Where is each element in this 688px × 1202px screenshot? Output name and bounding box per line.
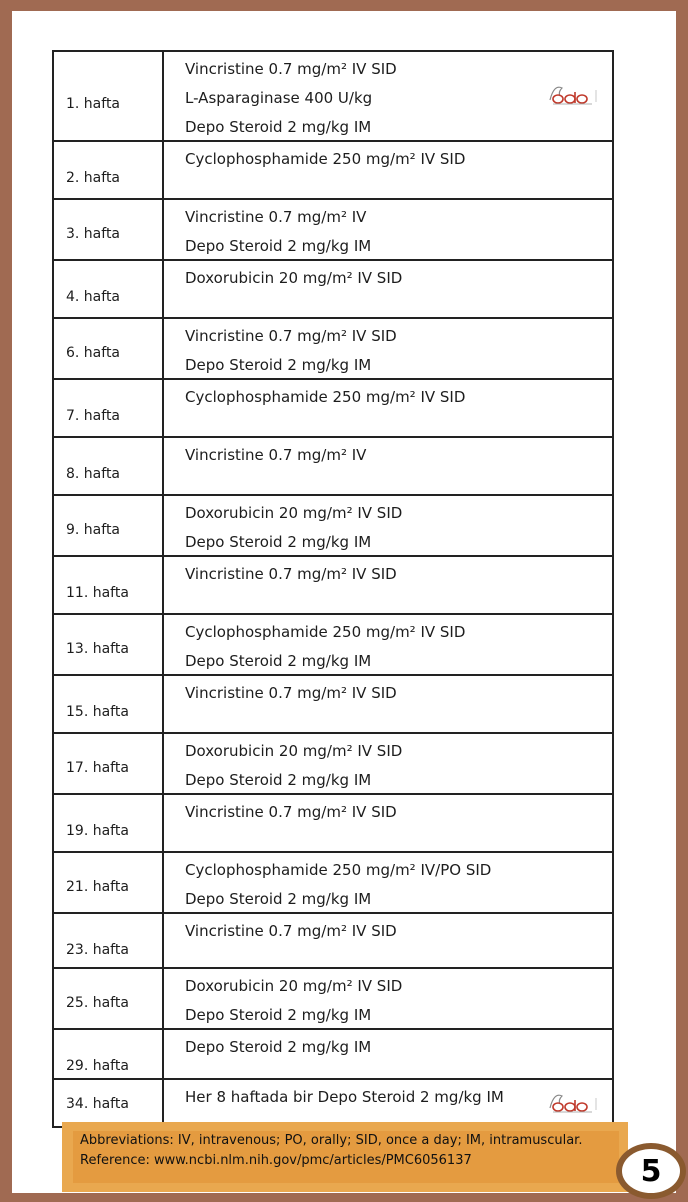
treatment-line: Doxorubicin 20 mg/m² IV SID	[185, 269, 403, 287]
treatment-line: Vincristine 0.7 mg/m² IV SID	[185, 922, 397, 940]
table-row	[53, 318, 613, 379]
week-label: 3. hafta	[66, 226, 121, 242]
week-label: 6. hafta	[66, 345, 121, 361]
treatment-line: Cyclophosphamide 250 mg/m² IV/PO SID	[185, 861, 492, 879]
treatment-cell	[163, 379, 613, 437]
week-cell	[53, 556, 163, 614]
table-row	[53, 968, 613, 1029]
table-row	[53, 260, 613, 318]
treatment-cell	[163, 437, 613, 495]
ada-veterinary-logo-icon	[544, 1088, 598, 1114]
week-label: 34. hafta	[66, 1096, 129, 1112]
week-label: 8. hafta	[66, 466, 121, 482]
treatment-cell	[163, 614, 613, 675]
ada-veterinary-logo-icon	[544, 80, 598, 106]
table-row	[53, 556, 613, 614]
week-cell	[53, 379, 163, 437]
table-row	[53, 794, 613, 852]
week-label: 29. hafta	[66, 1058, 129, 1074]
table-row	[53, 495, 613, 556]
treatment-line: Cyclophosphamide 250 mg/m² IV SID	[185, 623, 466, 641]
treatment-cell	[163, 495, 613, 556]
treatment-cell	[163, 318, 613, 379]
treatment-cell	[163, 199, 613, 260]
week-cell	[53, 733, 163, 794]
table-row	[53, 199, 613, 260]
table-row	[53, 1079, 613, 1127]
week-cell	[53, 852, 163, 913]
week-cell	[53, 1079, 163, 1127]
treatment-line: Depo Steroid 2 mg/kg IM	[185, 652, 372, 670]
treatment-line: Depo Steroid 2 mg/kg IM	[185, 356, 372, 374]
week-cell	[53, 614, 163, 675]
table-row	[53, 913, 613, 968]
week-label: 17. hafta	[66, 760, 129, 776]
treatment-cell	[163, 141, 613, 199]
week-cell	[53, 318, 163, 379]
treatment-line: Vincristine 0.7 mg/m² IV SID	[185, 684, 397, 702]
week-cell	[53, 495, 163, 556]
page-number-badge: 5	[616, 1143, 686, 1199]
week-cell	[53, 675, 163, 733]
treatment-line: Vincristine 0.7 mg/m² IV	[185, 446, 367, 464]
treatment-line: L-Asparaginase 400 U/kg	[185, 89, 373, 107]
table-row	[53, 675, 613, 733]
treatment-cell	[163, 1079, 613, 1127]
table-row	[53, 379, 613, 437]
treatment-line: Cyclophosphamide 250 mg/m² IV SID	[185, 150, 466, 168]
treatment-line: Depo Steroid 2 mg/kg IM	[185, 1038, 372, 1056]
treatment-line: Vincristine 0.7 mg/m² IV SID	[185, 803, 397, 821]
treatment-line: Doxorubicin 20 mg/m² IV SID	[185, 504, 403, 522]
reference-text: Reference: www.ncbi.nlm.nih.gov/pmc/articles/PMC6056137	[80, 1153, 472, 1168]
week-label: 15. hafta	[66, 704, 129, 720]
treatment-line: Cyclophosphamide 250 mg/m² IV SID	[185, 388, 466, 406]
week-cell	[53, 794, 163, 852]
week-label: 21. hafta	[66, 879, 129, 895]
week-label: 23. hafta	[66, 942, 129, 958]
treatment-line: Depo Steroid 2 mg/kg IM	[185, 1006, 372, 1024]
week-cell	[53, 141, 163, 199]
treatment-cell	[163, 794, 613, 852]
treatment-cell	[163, 51, 613, 141]
week-label: 7. hafta	[66, 408, 121, 424]
treatment-line: Depo Steroid 2 mg/kg IM	[185, 533, 372, 551]
week-label: 11. hafta	[66, 585, 129, 601]
week-cell	[53, 968, 163, 1029]
treatment-cell	[163, 260, 613, 318]
week-label: 25. hafta	[66, 995, 129, 1011]
table-row	[53, 852, 613, 913]
week-label: 2. hafta	[66, 170, 121, 186]
treatment-cell	[163, 733, 613, 794]
treatment-line: Her 8 haftada bir Depo Steroid 2 mg/kg IM	[185, 1088, 504, 1106]
treatment-cell	[163, 852, 613, 913]
week-cell	[53, 437, 163, 495]
week-label: 9. hafta	[66, 522, 121, 538]
treatment-line: Doxorubicin 20 mg/m² IV SID	[185, 977, 403, 995]
treatment-line: Doxorubicin 20 mg/m² IV SID	[185, 742, 403, 760]
treatment-line: Depo Steroid 2 mg/kg IM	[185, 237, 372, 255]
treatment-cell	[163, 675, 613, 733]
footer-box	[62, 1122, 628, 1192]
week-cell	[53, 51, 163, 141]
table-row	[53, 733, 613, 794]
week-label: 19. hafta	[66, 823, 129, 839]
table-row	[53, 614, 613, 675]
table-row	[53, 437, 613, 495]
table-row	[53, 1029, 613, 1079]
week-label: 4. hafta	[66, 289, 121, 305]
treatment-line: Vincristine 0.7 mg/m² IV SID	[185, 327, 397, 345]
treatment-line: Vincristine 0.7 mg/m² IV	[185, 208, 367, 226]
treatment-line: Depo Steroid 2 mg/kg IM	[185, 118, 372, 136]
treatment-cell	[163, 556, 613, 614]
week-cell	[53, 913, 163, 968]
treatment-line: Depo Steroid 2 mg/kg IM	[185, 771, 372, 789]
treatment-line: Vincristine 0.7 mg/m² IV SID	[185, 60, 397, 78]
week-label: 1. hafta	[66, 96, 121, 112]
table-row	[53, 51, 613, 141]
footer-note	[73, 1131, 619, 1183]
abbreviations-text: Abbreviations: IV, intravenous; PO, orally; SID, once a day; IM, intramuscular.	[80, 1133, 583, 1148]
treatment-line: Depo Steroid 2 mg/kg IM	[185, 890, 372, 908]
treatment-cell	[163, 913, 613, 968]
treatment-line: Vincristine 0.7 mg/m² IV SID	[185, 565, 397, 583]
week-cell	[53, 1029, 163, 1079]
week-cell	[53, 260, 163, 318]
treatment-cell	[163, 968, 613, 1029]
chemotherapy-schedule-table	[52, 50, 614, 1128]
week-label: 13. hafta	[66, 641, 129, 657]
treatment-cell	[163, 1029, 613, 1079]
week-cell	[53, 199, 163, 260]
table-row	[53, 141, 613, 199]
